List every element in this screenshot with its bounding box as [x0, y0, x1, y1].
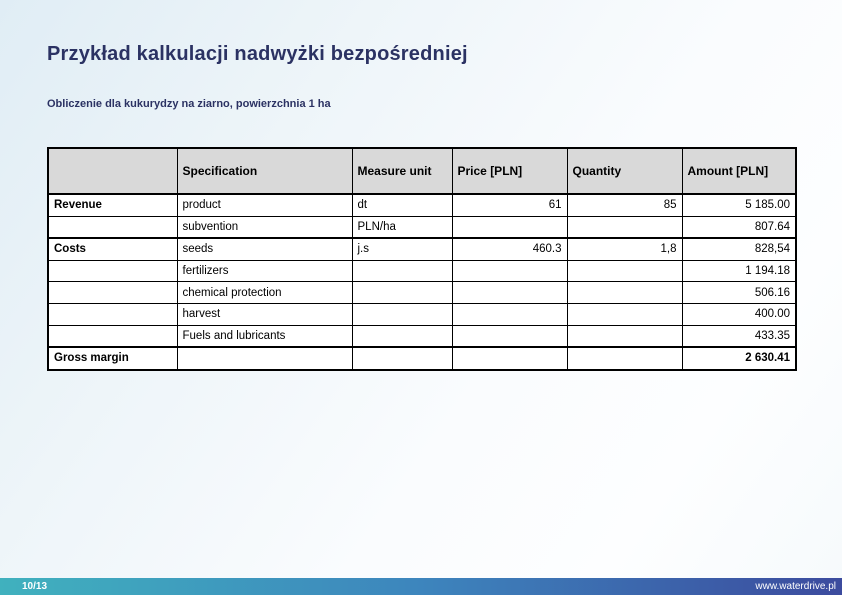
cell-unit [352, 347, 452, 370]
cell-unit [352, 260, 452, 282]
cell-unit: dt [352, 194, 452, 216]
cell-specification: seeds [177, 238, 352, 260]
cell-quantity [567, 260, 682, 282]
table-row-fuels-lubricants [48, 325, 796, 347]
table-row-chemical-protection [48, 282, 796, 304]
cell-amount: 807.64 [682, 216, 796, 238]
cell-unit [352, 282, 452, 304]
cell-category [48, 282, 177, 304]
cell-category [48, 303, 177, 325]
header-measure-unit: Measure unit [352, 148, 452, 194]
cell-quantity [567, 303, 682, 325]
cell-specification: chemical protection [177, 282, 352, 304]
table-row-subvention [48, 216, 796, 238]
cell-price [452, 216, 567, 238]
cell-unit: j.s [352, 238, 452, 260]
cell-amount: 5 185.00 [682, 194, 796, 216]
header-price: Price [PLN] [452, 148, 567, 194]
cell-specification: Fuels and lubricants [177, 325, 352, 347]
cell-quantity: 85 [567, 194, 682, 216]
table-header-row [48, 148, 796, 194]
cell-price [452, 282, 567, 304]
page-subtitle: Obliczenie dla kukurydzy na ziarno, powierzchnia 1 ha [47, 98, 331, 110]
cell-unit [352, 303, 452, 325]
header-specification: Specification [177, 148, 352, 194]
cell-quantity [567, 325, 682, 347]
cell-unit [352, 325, 452, 347]
cell-specification: subvention [177, 216, 352, 238]
page-number: 10/13 [22, 581, 48, 592]
table-row-harvest [48, 303, 796, 325]
cell-specification [177, 347, 352, 370]
table-row-costs-seeds [48, 238, 796, 260]
cell-amount: 433.35 [682, 325, 796, 347]
cell-amount: 400.00 [682, 303, 796, 325]
cell-quantity: 1,8 [567, 238, 682, 260]
table-row-revenue-product [48, 194, 796, 216]
cell-amount: 828,54 [682, 238, 796, 260]
cell-category: Costs [48, 238, 177, 260]
table-row-fertilizers [48, 260, 796, 282]
cell-price [452, 347, 567, 370]
footer-url: www.waterdrive.pl [755, 581, 836, 592]
cell-quantity [567, 216, 682, 238]
cell-unit: PLN/ha [352, 216, 452, 238]
cell-amount: 1 194.18 [682, 260, 796, 282]
cell-quantity [567, 282, 682, 304]
cell-category [48, 216, 177, 238]
cell-amount: 506.16 [682, 282, 796, 304]
header-quantity: Quantity [567, 148, 682, 194]
cell-amount: 2 630.41 [682, 347, 796, 370]
cell-category [48, 325, 177, 347]
cell-price [452, 303, 567, 325]
cell-price [452, 325, 567, 347]
footer-bar [0, 578, 842, 595]
cell-specification: fertilizers [177, 260, 352, 282]
cell-specification: harvest [177, 303, 352, 325]
table-row-gross-margin [48, 347, 796, 370]
page-title: Przykład kalkulacji nadwyżki bezpośredniej [47, 43, 468, 65]
header-category [48, 148, 177, 194]
cell-price: 460.3 [452, 238, 567, 260]
calculation-table [47, 147, 797, 371]
cell-category: Revenue [48, 194, 177, 216]
cell-specification: product [177, 194, 352, 216]
cell-category: Gross margin [48, 347, 177, 370]
cell-price [452, 260, 567, 282]
cell-price: 61 [452, 194, 567, 216]
cell-quantity [567, 347, 682, 370]
header-amount: Amount [PLN] [682, 148, 796, 194]
cell-category [48, 260, 177, 282]
